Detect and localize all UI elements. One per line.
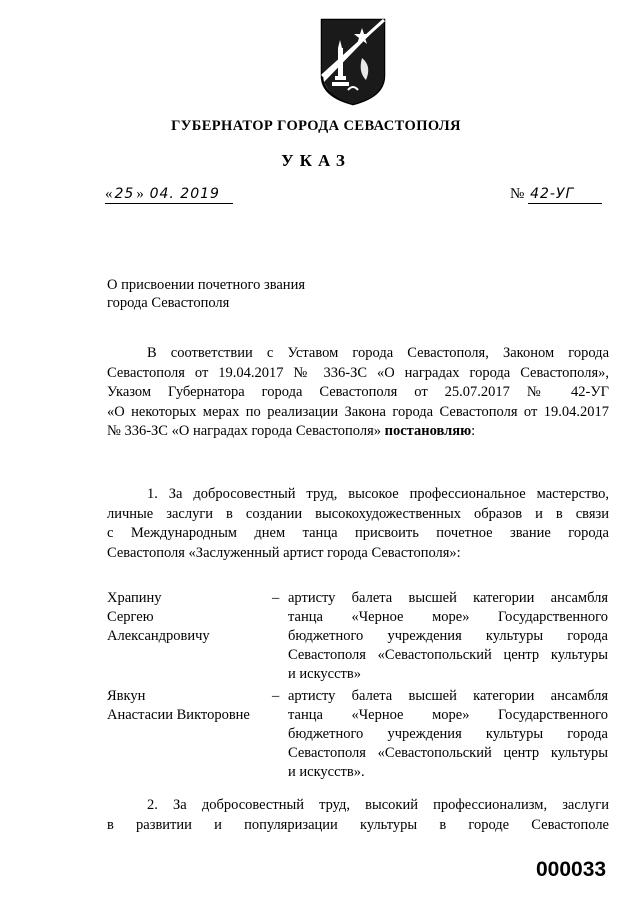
recipient-name-line: Сергею xyxy=(107,609,154,625)
subject-line: города Севастополя xyxy=(107,295,230,311)
sevastopol-coat-of-arms xyxy=(318,18,388,106)
number-value: 42-УГ xyxy=(530,186,575,202)
preamble-line: Севастополя от 19.04.2017 № 336-ЗС «О наградах города Севастополя», xyxy=(107,364,609,381)
preamble-line-text: № 336-ЗС «О наградах города Севастополя» xyxy=(107,423,381,439)
item1-line: 1. За добросовестный труд, высокое профессиональное мастерство, xyxy=(147,486,609,502)
recipient-1-dash: – xyxy=(272,590,280,606)
subject-line: О присвоении почетного звания xyxy=(107,277,305,293)
recipient-desc-line: бюджетного учреждения культуры города xyxy=(288,628,608,644)
recipient-desc-line: Севастополя «Севастопольский центр культуры xyxy=(288,647,608,663)
recipient-1-description xyxy=(288,589,608,684)
preamble-paragraph xyxy=(107,344,609,442)
issuer-heading: ГУБЕРНАТОР ГОРОДА СЕВАСТОПОЛЯ xyxy=(171,118,461,134)
item1-line: с Международным днем танца присвоить почетное звание города xyxy=(107,525,609,541)
decree-verb: постановляю xyxy=(384,423,472,439)
item1-line: Севастополя «Заслуженный артист города Севастополя»: xyxy=(107,544,461,561)
recipient-name-line: Явкун xyxy=(107,688,146,704)
date-close-quote: » xyxy=(136,186,144,202)
number-label: № xyxy=(510,186,525,202)
recipient-desc-line: бюджетного учреждения культуры города xyxy=(288,726,608,742)
item2-line: в развитии и популяризации культуры в городе Севастополе xyxy=(107,816,609,833)
decree-date xyxy=(105,186,233,204)
recipient-desc-line: танца «Черное море» Государственного xyxy=(288,609,608,625)
recipient-desc-line: и искусств». xyxy=(288,764,365,780)
recipient-2-name xyxy=(107,687,280,725)
item1-line: личные заслуги в создании высокохудожественных образов и в связи xyxy=(107,505,609,522)
date-open-quote: « xyxy=(105,186,113,202)
recipient-1-name xyxy=(107,589,280,646)
recipient-desc-line: танца «Черное море» Государственного xyxy=(288,707,608,723)
recipient-desc-line: артисту балета высшей категории ансамбля xyxy=(288,590,608,606)
recipient-name-line: Александровичу xyxy=(107,628,210,644)
decree-number xyxy=(510,186,602,204)
recipient-name-line: Анастасии Викторовне xyxy=(107,707,250,723)
subject-block xyxy=(107,276,367,312)
date-month-year: 04. 2019 xyxy=(149,186,220,202)
recipient-2-description xyxy=(288,687,608,782)
recipient-name-line: Храпину xyxy=(107,590,162,606)
item-1-paragraph xyxy=(107,485,609,563)
number-underline xyxy=(528,186,602,204)
preamble-line: В соответствии с Уставом города Севастополя, Законом города xyxy=(147,345,609,361)
recipient-2-dash: – xyxy=(272,688,280,704)
recipient-desc-line: и искусств» xyxy=(288,666,361,682)
preamble-colon: : xyxy=(471,423,476,439)
preamble-line: «О некоторых мерах по реализации Закона города Севастополя от 19.04.2017 xyxy=(107,403,609,420)
recipient-desc-line: Севастополя «Севастопольский центр культуры xyxy=(288,745,608,761)
date-day: 25 xyxy=(114,186,135,202)
date-underline xyxy=(105,186,233,204)
item-2-paragraph xyxy=(107,796,609,835)
document-type-title: УКАЗ xyxy=(281,151,351,170)
preamble-last-line xyxy=(107,422,609,442)
recipient-desc-line: артисту балета высшей категории ансамбля xyxy=(288,688,608,704)
document-serial-number: 000033 xyxy=(536,858,607,881)
item2-line: 2. За добросовестный труд, высокий профессионализм, заслуги xyxy=(147,797,609,813)
preamble-line: Указом Губернатора города Севастополя от 25.07.2017 № 42-УГ xyxy=(107,384,609,400)
